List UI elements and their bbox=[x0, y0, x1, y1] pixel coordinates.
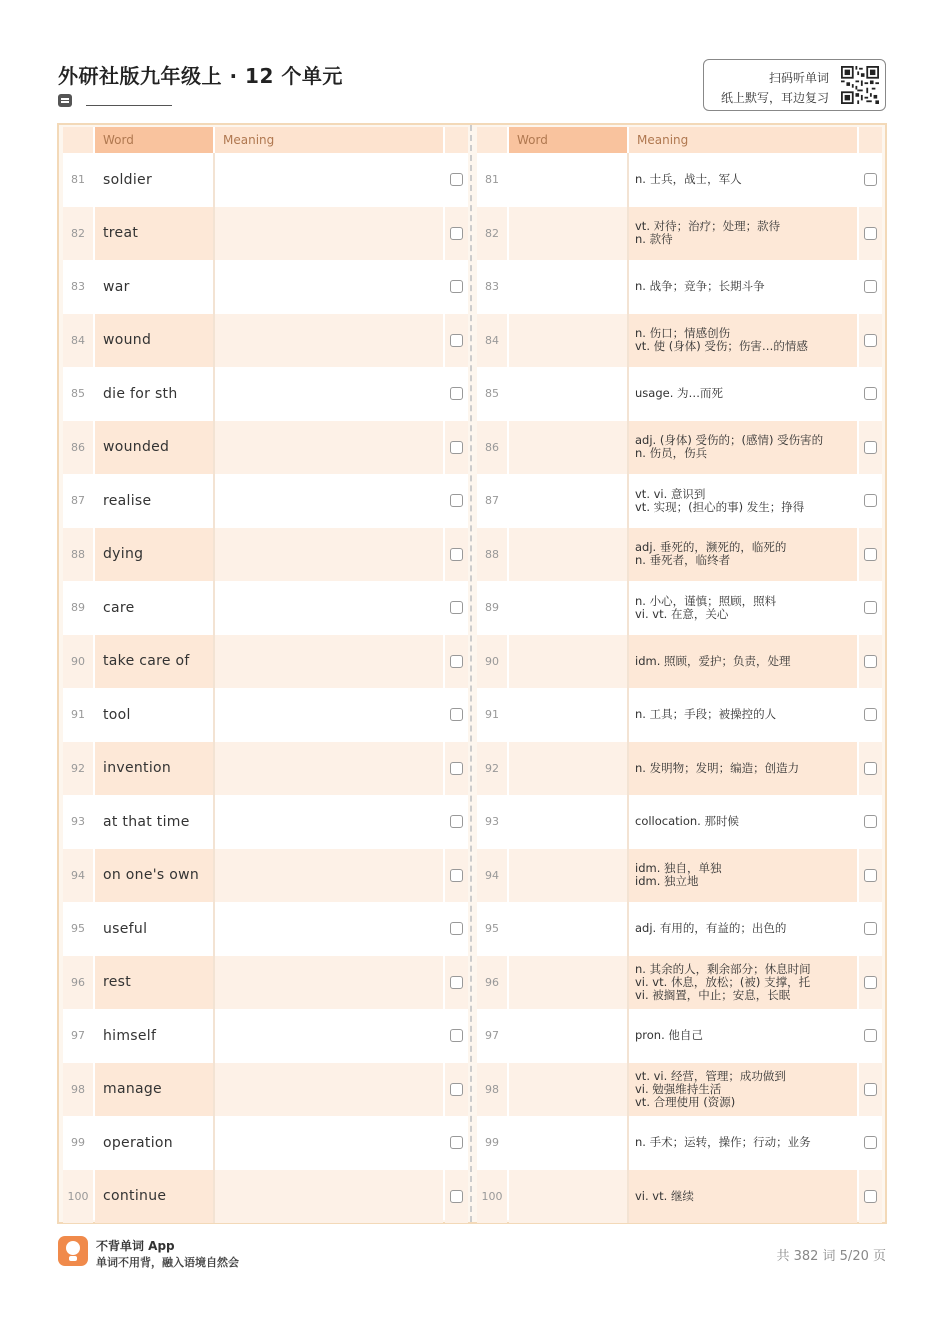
check-cell bbox=[445, 314, 468, 368]
fold-divider bbox=[470, 125, 472, 1222]
meaning-blank[interactable] bbox=[215, 153, 443, 207]
table-row bbox=[477, 314, 882, 368]
table-row bbox=[63, 635, 468, 689]
meaning-cell bbox=[629, 956, 857, 1010]
review-checkbox[interactable] bbox=[864, 815, 877, 828]
row-number: 83 bbox=[477, 260, 507, 314]
meaning-line: n. 发明物；发明；编造；创造力 bbox=[635, 760, 800, 775]
meaning-cell bbox=[629, 635, 857, 689]
meaning-line: vt. 对待；治疗；处理；款待 bbox=[635, 219, 781, 234]
review-checkbox[interactable] bbox=[864, 387, 877, 400]
meaning-line: collocation. 那时候 bbox=[635, 814, 739, 829]
row-number: 98 bbox=[477, 1063, 507, 1117]
check-cell bbox=[859, 1063, 882, 1117]
meaning-line: vt. vi. 意识到 bbox=[635, 486, 706, 501]
table-row bbox=[63, 902, 468, 956]
meaning-line: vt. 使 (身体) 受伤；伤害…的情感 bbox=[635, 339, 808, 354]
check-cell bbox=[445, 1063, 468, 1117]
table-row bbox=[477, 902, 882, 956]
check-cell bbox=[445, 795, 468, 849]
check-cell bbox=[445, 581, 468, 635]
table-row bbox=[63, 688, 468, 742]
review-checkbox[interactable] bbox=[450, 441, 463, 454]
meaning-line: usage. 为…而死 bbox=[635, 386, 724, 401]
meaning-line: idm. 独立地 bbox=[635, 874, 699, 889]
table-row bbox=[477, 1063, 882, 1117]
row-number: 90 bbox=[63, 635, 93, 689]
meaning-blank[interactable] bbox=[215, 207, 443, 261]
meaning-line: n. 垂死者，临终者 bbox=[635, 553, 731, 568]
review-checkbox[interactable] bbox=[864, 869, 877, 882]
table-row bbox=[477, 421, 882, 475]
worksheet-frame bbox=[57, 123, 887, 1224]
table-row bbox=[477, 474, 882, 528]
table-row bbox=[477, 742, 882, 796]
check-cell bbox=[859, 581, 882, 635]
table-row bbox=[477, 1170, 882, 1224]
review-checkbox[interactable] bbox=[864, 441, 877, 454]
row-number: 82 bbox=[63, 207, 93, 261]
meaning-line: adj. 有用的，有益的；出色的 bbox=[635, 921, 787, 936]
meaning-cell bbox=[629, 421, 857, 475]
check-cell bbox=[859, 528, 882, 582]
word-blank[interactable] bbox=[509, 742, 627, 796]
check-cell bbox=[445, 688, 468, 742]
row-number: 91 bbox=[477, 688, 507, 742]
meaning-cell bbox=[629, 474, 857, 528]
word-blank[interactable] bbox=[509, 528, 627, 582]
row-number: 100 bbox=[63, 1170, 93, 1224]
word-cell: tool bbox=[95, 688, 213, 742]
header-word: Word bbox=[95, 127, 213, 153]
meaning-line: n. 工具；手段；被操控的人 bbox=[635, 707, 777, 722]
table-row bbox=[63, 1009, 468, 1063]
meaning-cell bbox=[629, 260, 857, 314]
table-header bbox=[63, 127, 468, 153]
check-cell bbox=[859, 207, 882, 261]
check-cell bbox=[445, 742, 468, 796]
check-cell bbox=[445, 474, 468, 528]
check-cell bbox=[445, 956, 468, 1010]
table-row bbox=[477, 367, 882, 421]
row-number: 95 bbox=[477, 902, 507, 956]
meaning-cell bbox=[629, 688, 857, 742]
table-row bbox=[477, 153, 882, 207]
review-checkbox[interactable] bbox=[864, 655, 877, 668]
check-cell bbox=[445, 1116, 468, 1170]
row-number: 100 bbox=[477, 1170, 507, 1224]
review-checkbox[interactable] bbox=[450, 869, 463, 882]
table-row bbox=[477, 688, 882, 742]
word-blank[interactable] bbox=[509, 314, 627, 368]
meaning-cell bbox=[629, 795, 857, 849]
row-number: 87 bbox=[477, 474, 507, 528]
word-cell: operation bbox=[95, 1116, 213, 1170]
review-checkbox[interactable] bbox=[864, 1190, 877, 1203]
word-blank[interactable] bbox=[509, 1116, 627, 1170]
table-row bbox=[63, 367, 468, 421]
meaning-blank[interactable] bbox=[215, 474, 443, 528]
check-cell bbox=[445, 528, 468, 582]
qr-caption-review: 纸上默写，耳边复习 bbox=[720, 91, 829, 105]
word-blank[interactable] bbox=[509, 1009, 627, 1063]
table-row bbox=[63, 207, 468, 261]
meaning-blank[interactable] bbox=[215, 956, 443, 1010]
meaning-line: idm. 照顾，爱护；负责，处理 bbox=[635, 653, 791, 668]
name-field[interactable] bbox=[58, 94, 172, 107]
review-checkbox[interactable] bbox=[450, 1083, 463, 1096]
meaning-line: n. 手术；运转，操作；行动；业务 bbox=[635, 1135, 811, 1150]
meaning-line: pron. 他自己 bbox=[635, 1028, 703, 1043]
table-row bbox=[477, 581, 882, 635]
row-number: 85 bbox=[63, 367, 93, 421]
row-number: 83 bbox=[63, 260, 93, 314]
check-cell bbox=[445, 1009, 468, 1063]
meaning-line: n. 士兵，战士，军人 bbox=[635, 172, 742, 187]
table-row bbox=[63, 314, 468, 368]
meaning-cell bbox=[629, 314, 857, 368]
word-cell: wound bbox=[95, 314, 213, 368]
page-counter: 共 382 词 5/20 页 bbox=[776, 1249, 886, 1264]
meaning-cell bbox=[629, 902, 857, 956]
check-cell bbox=[859, 956, 882, 1010]
meaning-column bbox=[477, 127, 882, 1220]
row-number: 86 bbox=[63, 421, 93, 475]
header-number-cell bbox=[477, 127, 507, 153]
word-cell: himself bbox=[95, 1009, 213, 1063]
row-number: 92 bbox=[63, 742, 93, 796]
check-cell bbox=[859, 260, 882, 314]
word-column bbox=[63, 127, 468, 1220]
word-cell: invention bbox=[95, 742, 213, 796]
review-checkbox[interactable] bbox=[450, 922, 463, 935]
check-cell bbox=[859, 688, 882, 742]
qr-panel bbox=[703, 59, 886, 111]
meaning-line: adj. (身体) 受伤的；(感情) 受伤害的 bbox=[635, 433, 824, 448]
table-row bbox=[63, 260, 468, 314]
check-cell bbox=[859, 795, 882, 849]
review-checkbox[interactable] bbox=[450, 494, 463, 507]
word-cell: continue bbox=[95, 1170, 213, 1224]
table-row bbox=[477, 849, 882, 903]
row-number: 98 bbox=[63, 1063, 93, 1117]
check-cell bbox=[859, 367, 882, 421]
table-row bbox=[477, 1116, 882, 1170]
row-number: 87 bbox=[63, 474, 93, 528]
word-blank[interactable] bbox=[509, 902, 627, 956]
page-title: 外研社版九年级上 · 12 个单元 bbox=[58, 64, 343, 88]
meaning-blank[interactable] bbox=[215, 742, 443, 796]
table-row bbox=[477, 956, 882, 1010]
check-cell bbox=[859, 1116, 882, 1170]
row-number: 99 bbox=[63, 1116, 93, 1170]
word-blank[interactable] bbox=[509, 153, 627, 207]
word-cell: die for sth bbox=[95, 367, 213, 421]
meaning-line: vi. vt. 在意，关心 bbox=[635, 606, 729, 621]
row-number: 90 bbox=[477, 635, 507, 689]
row-number: 88 bbox=[477, 528, 507, 582]
word-cell: rest bbox=[95, 956, 213, 1010]
word-blank[interactable] bbox=[509, 260, 627, 314]
table-row bbox=[477, 1009, 882, 1063]
app-name: 不背单词 App bbox=[96, 1239, 175, 1253]
word-blank[interactable] bbox=[509, 795, 627, 849]
meaning-cell bbox=[629, 581, 857, 635]
meaning-blank[interactable] bbox=[215, 795, 443, 849]
review-checkbox[interactable] bbox=[864, 601, 877, 614]
word-cell: dying bbox=[95, 528, 213, 582]
table-row bbox=[63, 849, 468, 903]
table-row bbox=[477, 795, 882, 849]
meaning-cell bbox=[629, 528, 857, 582]
check-cell bbox=[859, 635, 882, 689]
table-row bbox=[63, 795, 468, 849]
table-row bbox=[63, 528, 468, 582]
word-blank[interactable] bbox=[509, 474, 627, 528]
header-number-cell bbox=[63, 127, 93, 153]
review-checkbox[interactable] bbox=[450, 548, 463, 561]
row-number: 94 bbox=[477, 849, 507, 903]
app-logo-icon bbox=[58, 1236, 88, 1266]
table-row bbox=[477, 635, 882, 689]
meaning-blank[interactable] bbox=[215, 581, 443, 635]
word-blank[interactable] bbox=[509, 635, 627, 689]
meaning-blank[interactable] bbox=[215, 688, 443, 742]
check-cell bbox=[859, 902, 882, 956]
review-checkbox[interactable] bbox=[864, 494, 877, 507]
row-number: 85 bbox=[477, 367, 507, 421]
review-checkbox[interactable] bbox=[864, 173, 877, 186]
row-number: 99 bbox=[477, 1116, 507, 1170]
meaning-line: vt. 实现；(担心的事) 发生；挣得 bbox=[635, 499, 805, 514]
check-cell bbox=[859, 421, 882, 475]
table-row bbox=[63, 153, 468, 207]
table-row bbox=[63, 956, 468, 1010]
table-row bbox=[63, 1170, 468, 1224]
review-checkbox[interactable] bbox=[864, 976, 877, 989]
review-checkbox[interactable] bbox=[864, 1136, 877, 1149]
meaning-line: idm. 独自，单独 bbox=[635, 861, 722, 876]
review-checkbox[interactable] bbox=[864, 280, 877, 293]
word-blank[interactable] bbox=[509, 207, 627, 261]
meaning-line: vi. vt. 继续 bbox=[635, 1188, 694, 1203]
word-blank[interactable] bbox=[509, 581, 627, 635]
meaning-line: vi. vt. 休息，放松；(被) 支撑，托 bbox=[635, 974, 811, 989]
check-cell bbox=[859, 474, 882, 528]
review-checkbox[interactable] bbox=[864, 1083, 877, 1096]
word-blank[interactable] bbox=[509, 1063, 627, 1117]
meaning-line: vt. 合理使用 (资源) bbox=[635, 1094, 736, 1109]
row-number: 93 bbox=[477, 795, 507, 849]
review-checkbox[interactable] bbox=[450, 1136, 463, 1149]
row-number: 89 bbox=[63, 581, 93, 635]
word-cell: soldier bbox=[95, 153, 213, 207]
meaning-blank[interactable] bbox=[215, 528, 443, 582]
review-checkbox[interactable] bbox=[450, 227, 463, 240]
table-header bbox=[477, 127, 882, 153]
word-cell: at that time bbox=[95, 795, 213, 849]
row-number: 92 bbox=[477, 742, 507, 796]
header-meaning: Meaning bbox=[215, 127, 443, 153]
table-row bbox=[63, 742, 468, 796]
meaning-line: n. 小心，谨慎；照顾，照料 bbox=[635, 593, 777, 608]
meaning-line: adj. 垂死的，濒死的，临死的 bbox=[635, 540, 787, 555]
row-number: 96 bbox=[477, 956, 507, 1010]
review-checkbox[interactable] bbox=[450, 173, 463, 186]
review-checkbox[interactable] bbox=[864, 548, 877, 561]
review-checkbox[interactable] bbox=[864, 227, 877, 240]
meaning-line: n. 伤员，伤兵 bbox=[635, 446, 708, 461]
row-number: 97 bbox=[63, 1009, 93, 1063]
row-number: 95 bbox=[63, 902, 93, 956]
meaning-cell bbox=[629, 153, 857, 207]
review-checkbox[interactable] bbox=[450, 815, 463, 828]
check-cell bbox=[445, 207, 468, 261]
check-cell bbox=[859, 849, 882, 903]
meaning-line: n. 战争；竞争；长期斗争 bbox=[635, 279, 765, 294]
row-number: 93 bbox=[63, 795, 93, 849]
table-row bbox=[63, 474, 468, 528]
review-checkbox[interactable] bbox=[450, 280, 463, 293]
word-blank[interactable] bbox=[509, 1170, 627, 1224]
table-row bbox=[63, 421, 468, 475]
check-cell bbox=[445, 260, 468, 314]
row-number: 88 bbox=[63, 528, 93, 582]
word-cell: care bbox=[95, 581, 213, 635]
review-checkbox[interactable] bbox=[450, 1029, 463, 1042]
word-cell: take care of bbox=[95, 635, 213, 689]
meaning-line: vi. 被搁置，中止；安息，长眠 bbox=[635, 987, 791, 1002]
meaning-line: vt. vi. 经营，管理；成功做到 bbox=[635, 1068, 786, 1083]
meaning-cell bbox=[629, 1170, 857, 1224]
header-word: Word bbox=[509, 127, 627, 153]
row-number: 84 bbox=[477, 314, 507, 368]
meaning-cell bbox=[629, 367, 857, 421]
check-cell bbox=[859, 1170, 882, 1224]
meaning-blank[interactable] bbox=[215, 314, 443, 368]
row-number: 86 bbox=[477, 421, 507, 475]
table-row bbox=[477, 260, 882, 314]
check-cell bbox=[859, 742, 882, 796]
meaning-blank[interactable] bbox=[215, 902, 443, 956]
row-number: 94 bbox=[63, 849, 93, 903]
review-checkbox[interactable] bbox=[450, 976, 463, 989]
check-cell bbox=[445, 902, 468, 956]
word-blank[interactable] bbox=[509, 367, 627, 421]
table-row bbox=[477, 528, 882, 582]
header-check-cell bbox=[445, 127, 468, 153]
meaning-cell bbox=[629, 1116, 857, 1170]
meaning-line: n. 款待 bbox=[635, 232, 673, 247]
review-checkbox[interactable] bbox=[450, 334, 463, 347]
check-cell bbox=[859, 1009, 882, 1063]
meaning-blank[interactable] bbox=[215, 1009, 443, 1063]
check-cell bbox=[445, 635, 468, 689]
check-cell bbox=[445, 367, 468, 421]
table-row bbox=[63, 581, 468, 635]
meaning-blank[interactable] bbox=[215, 1116, 443, 1170]
meaning-blank[interactable] bbox=[215, 421, 443, 475]
meaning-blank[interactable] bbox=[215, 367, 443, 421]
row-number: 81 bbox=[477, 153, 507, 207]
review-checkbox[interactable] bbox=[864, 922, 877, 935]
header-meaning: Meaning bbox=[629, 127, 857, 153]
word-cell: war bbox=[95, 260, 213, 314]
word-cell: realise bbox=[95, 474, 213, 528]
review-checkbox[interactable] bbox=[864, 762, 877, 775]
meaning-line: n. 伤口；情感创伤 bbox=[635, 326, 731, 341]
meaning-cell bbox=[629, 1009, 857, 1063]
meaning-line: n. 其余的人，剩余部分；休息时间 bbox=[635, 961, 811, 976]
header-check-cell bbox=[859, 127, 882, 153]
meaning-blank[interactable] bbox=[215, 1170, 443, 1224]
word-cell: treat bbox=[95, 207, 213, 261]
word-blank[interactable] bbox=[509, 421, 627, 475]
review-checkbox[interactable] bbox=[450, 387, 463, 400]
qr-caption-listen: 扫码听单词 bbox=[768, 71, 829, 85]
check-cell bbox=[445, 153, 468, 207]
meaning-cell bbox=[629, 849, 857, 903]
table-row bbox=[63, 1116, 468, 1170]
row-number: 91 bbox=[63, 688, 93, 742]
review-checkbox[interactable] bbox=[450, 1190, 463, 1203]
word-cell: manage bbox=[95, 1063, 213, 1117]
row-number: 82 bbox=[477, 207, 507, 261]
word-cell: wounded bbox=[95, 421, 213, 475]
meaning-cell bbox=[629, 1063, 857, 1117]
meaning-blank[interactable] bbox=[215, 260, 443, 314]
meaning-blank[interactable] bbox=[215, 849, 443, 903]
word-blank[interactable] bbox=[509, 956, 627, 1010]
meaning-cell bbox=[629, 207, 857, 261]
word-blank[interactable] bbox=[509, 849, 627, 903]
table-row bbox=[477, 207, 882, 261]
check-cell bbox=[445, 1170, 468, 1224]
table-row bbox=[63, 1063, 468, 1117]
word-cell: on one's own bbox=[95, 849, 213, 903]
review-checkbox[interactable] bbox=[450, 708, 463, 721]
meaning-blank[interactable] bbox=[215, 635, 443, 689]
app-tagline: 单词不用背，融入语境自然会 bbox=[96, 1256, 239, 1269]
review-checkbox[interactable] bbox=[450, 762, 463, 775]
check-cell bbox=[859, 153, 882, 207]
check-cell bbox=[859, 314, 882, 368]
review-checkbox[interactable] bbox=[450, 601, 463, 614]
row-number: 89 bbox=[477, 581, 507, 635]
name-underline[interactable] bbox=[86, 105, 172, 106]
review-checkbox[interactable] bbox=[450, 655, 463, 668]
review-checkbox[interactable] bbox=[864, 334, 877, 347]
row-number: 81 bbox=[63, 153, 93, 207]
word-blank[interactable] bbox=[509, 688, 627, 742]
name-icon bbox=[58, 94, 72, 107]
word-cell: useful bbox=[95, 902, 213, 956]
row-number: 97 bbox=[477, 1009, 507, 1063]
row-number: 84 bbox=[63, 314, 93, 368]
meaning-blank[interactable] bbox=[215, 1063, 443, 1117]
review-checkbox[interactable] bbox=[864, 1029, 877, 1042]
check-cell bbox=[445, 849, 468, 903]
qr-code-icon[interactable] bbox=[841, 66, 879, 104]
meaning-line: vi. 勉强维持生活 bbox=[635, 1081, 722, 1096]
check-cell bbox=[445, 421, 468, 475]
meaning-cell bbox=[629, 742, 857, 796]
review-checkbox[interactable] bbox=[864, 708, 877, 721]
row-number: 96 bbox=[63, 956, 93, 1010]
